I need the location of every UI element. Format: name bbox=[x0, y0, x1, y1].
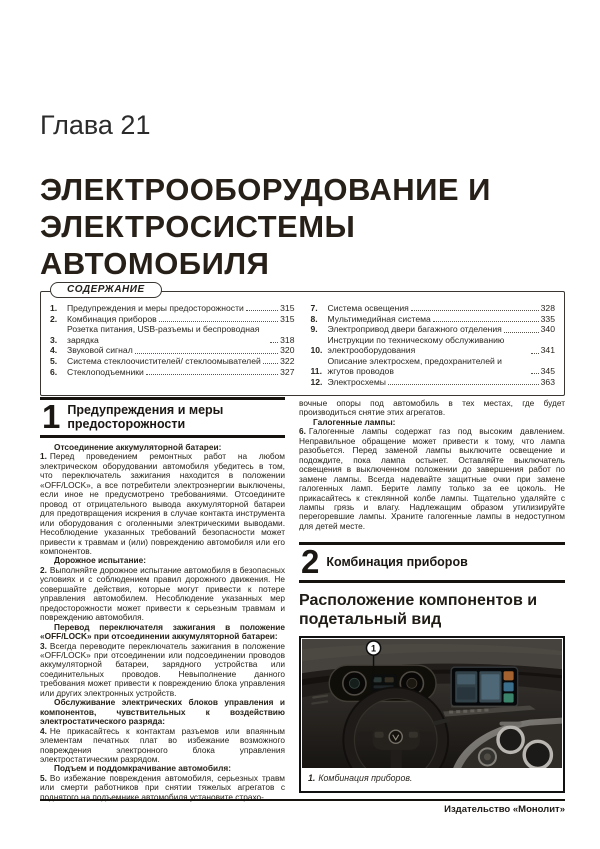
toc-entry: 12. Электросхемы 363 bbox=[310, 376, 555, 387]
dotted-leader bbox=[531, 373, 539, 374]
toc-entry: 11. Описание электросхем, предохранителей и жгутов проводов 345 bbox=[310, 356, 555, 377]
toc-entry: 6. Стеклоподъемники 327 bbox=[50, 366, 295, 377]
section-1-body bbox=[40, 443, 285, 802]
dotted-leader bbox=[159, 321, 278, 322]
toc-column-left bbox=[50, 303, 295, 388]
toc-entry: 3. Розетка питания, USB-разъемы и беспроводная зарядка 318 bbox=[50, 324, 295, 345]
callout-1-label: 1 bbox=[371, 643, 377, 654]
section-title: Предупреждения и меры предосторожности bbox=[67, 403, 224, 431]
toc-entry: 5. Система стеклоочистителей/ стеклоомывателей 322 bbox=[50, 356, 295, 367]
section-2-header bbox=[299, 542, 565, 583]
dotted-leader bbox=[433, 321, 539, 322]
text-block: 6. Галогенные лампы содержат газ под высоким давлением. Неправильное обращение может привести к тому, что лампа разобьется. Перед заменой лампы выключите освещение и подождите, пока лампа остынет. Оставляйте выключатель освещения в выключенном положении до завершения работ по замене лампы. Всегда надевайте защитные очки при замене галогенных ламп. Берите лампу только за ее цоколь. Не прикасайтесь к стеклянной колбе лампы. Тщательно удаляйте с лампы грязь и влагу. Надлежащим образом утилизируйте перегоревшие лампы. Храните галогенные лампы в недоступном для детей месте. bbox=[299, 426, 565, 531]
dotted-leader bbox=[246, 310, 278, 311]
text-block: 5. Во избежание повреждения автомобиля, серьезных травм или смерти работников при снятии тяжелых агрегатов с поднятого на подъемнике автомобиля установите страхо- bbox=[40, 772, 285, 802]
figure-caption bbox=[302, 768, 562, 790]
toc-columns bbox=[50, 303, 555, 388]
dotted-leader bbox=[388, 384, 539, 385]
publisher-footer: Издательство «Монолит» bbox=[444, 804, 565, 815]
text-block: 4. Не прикасайтесь к контактам разъемов или впаянным элементам печатных плат во избежание возможного повреждения электронного блока управления электростатическим разрядом. bbox=[40, 725, 285, 764]
dotted-leader bbox=[411, 310, 539, 311]
table-of-contents bbox=[40, 284, 565, 396]
toc-entry: 10. Инструкции по техническому обслуживанию электрооборудования 341 bbox=[310, 335, 555, 356]
text-block: Подъем и поддомкрачивание автомобиля: bbox=[54, 763, 231, 774]
toc-entry: 2. Комбинация приборов 315 bbox=[50, 313, 295, 324]
section-number: 1 bbox=[42, 398, 61, 435]
page-title: ЭЛЕКТРООБОРУДОВАНИЕ И ЭЛЕКТРОСИСТЕМЫ АВТОМОБИЛЯ bbox=[40, 172, 491, 281]
right-column bbox=[299, 399, 565, 793]
toc-entry: 8. Мультимедийная система 335 bbox=[310, 313, 555, 324]
dotted-leader bbox=[146, 374, 278, 375]
text-block: Отсоединение аккумуляторной батареи: bbox=[54, 442, 222, 452]
section-1-header bbox=[40, 397, 285, 438]
dotted-leader bbox=[135, 353, 278, 354]
section-title: Комбинация приборов bbox=[326, 555, 468, 570]
chapter-label: Глава 21 bbox=[40, 110, 151, 140]
left-column bbox=[40, 397, 285, 802]
text-block: 3. Всегда переводите переключатель зажигания в положение «OFF/LOCK» при отсоединении или подсоединении проводов аккумуляторной батареи, зарядного устройства или соединительных проводов. Невыполнение данного требования может привести к повреждению блока управления или других электронных устройств. bbox=[40, 640, 285, 698]
figure-caption-number: 1. bbox=[308, 773, 316, 784]
text-block: Перевод переключателя зажигания в положение «OFF/LOCK» при отсоединении аккумуляторной батареи: bbox=[40, 621, 285, 642]
dotted-leader bbox=[531, 353, 539, 354]
dotted-leader bbox=[263, 363, 278, 364]
dotted-leader bbox=[504, 332, 539, 333]
text-block: вочные опоры под автомобиль в тех местах, где будет производиться снятие этих агрегатов. bbox=[299, 398, 565, 418]
text-block: 1. Перед проведением ремонтных работ на любом электрическом оборудовании автомобиля убедитесь в том, что переключатель зажигания находится в положении «OFF/LOCK», а все потребители электроэнергии выключены, если иное не предусмотрено требованиями. Отсоедините провод от отрицательного вывода аккумуляторной батареи для предотвращения искрения в случае контакта инструмента или оборудования с оголенными электрическими выводами. Несоблюдение указанных требований безопасности может привести к травмам и (или) повреждению автомобиля или его компонентов. bbox=[40, 451, 285, 556]
text-block: Дорожное испытание: bbox=[54, 555, 146, 566]
toc-column-right bbox=[311, 303, 556, 388]
text-block: Обслуживание электрических блоков управления и компонентов, чувствительных к воздействию электростатического разряда: bbox=[40, 697, 285, 727]
dotted-leader bbox=[270, 342, 278, 343]
toc-entry: 1. Предупреждения и меры предосторожности 315 bbox=[50, 303, 295, 313]
text-block: 2. Выполняйте дорожное испытание автомобиля в безопасных условиях и с соблюдением правил дорожного движения. Не совершайте действия, которые могут привести к потере управления автомобилем. Несоблюдение указанных мер предосторожности может привести к серьезным травмам и повреждению автомобиля. bbox=[40, 564, 285, 623]
section-1-body-continued bbox=[299, 399, 565, 531]
figure-caption-text: Комбинация приборов. bbox=[318, 773, 413, 784]
dashboard-photo bbox=[302, 639, 562, 768]
toc-entry: 9. Электропривод двери багажного отделения 340 bbox=[310, 324, 555, 335]
section-number: 2 bbox=[301, 543, 320, 581]
toc-entry: 4. Звуковой сигнал 320 bbox=[50, 345, 295, 356]
toc-header: СОДЕРЖАНИЕ bbox=[50, 282, 162, 298]
footer-divider bbox=[40, 799, 565, 801]
subsection-heading: Расположение компонентов и подетальный вид bbox=[299, 592, 538, 628]
toc-entry: 7. Система освещения 328 bbox=[310, 303, 555, 313]
figure-dashboard bbox=[299, 636, 565, 793]
text-block: Галогенные лампы: bbox=[313, 416, 396, 427]
